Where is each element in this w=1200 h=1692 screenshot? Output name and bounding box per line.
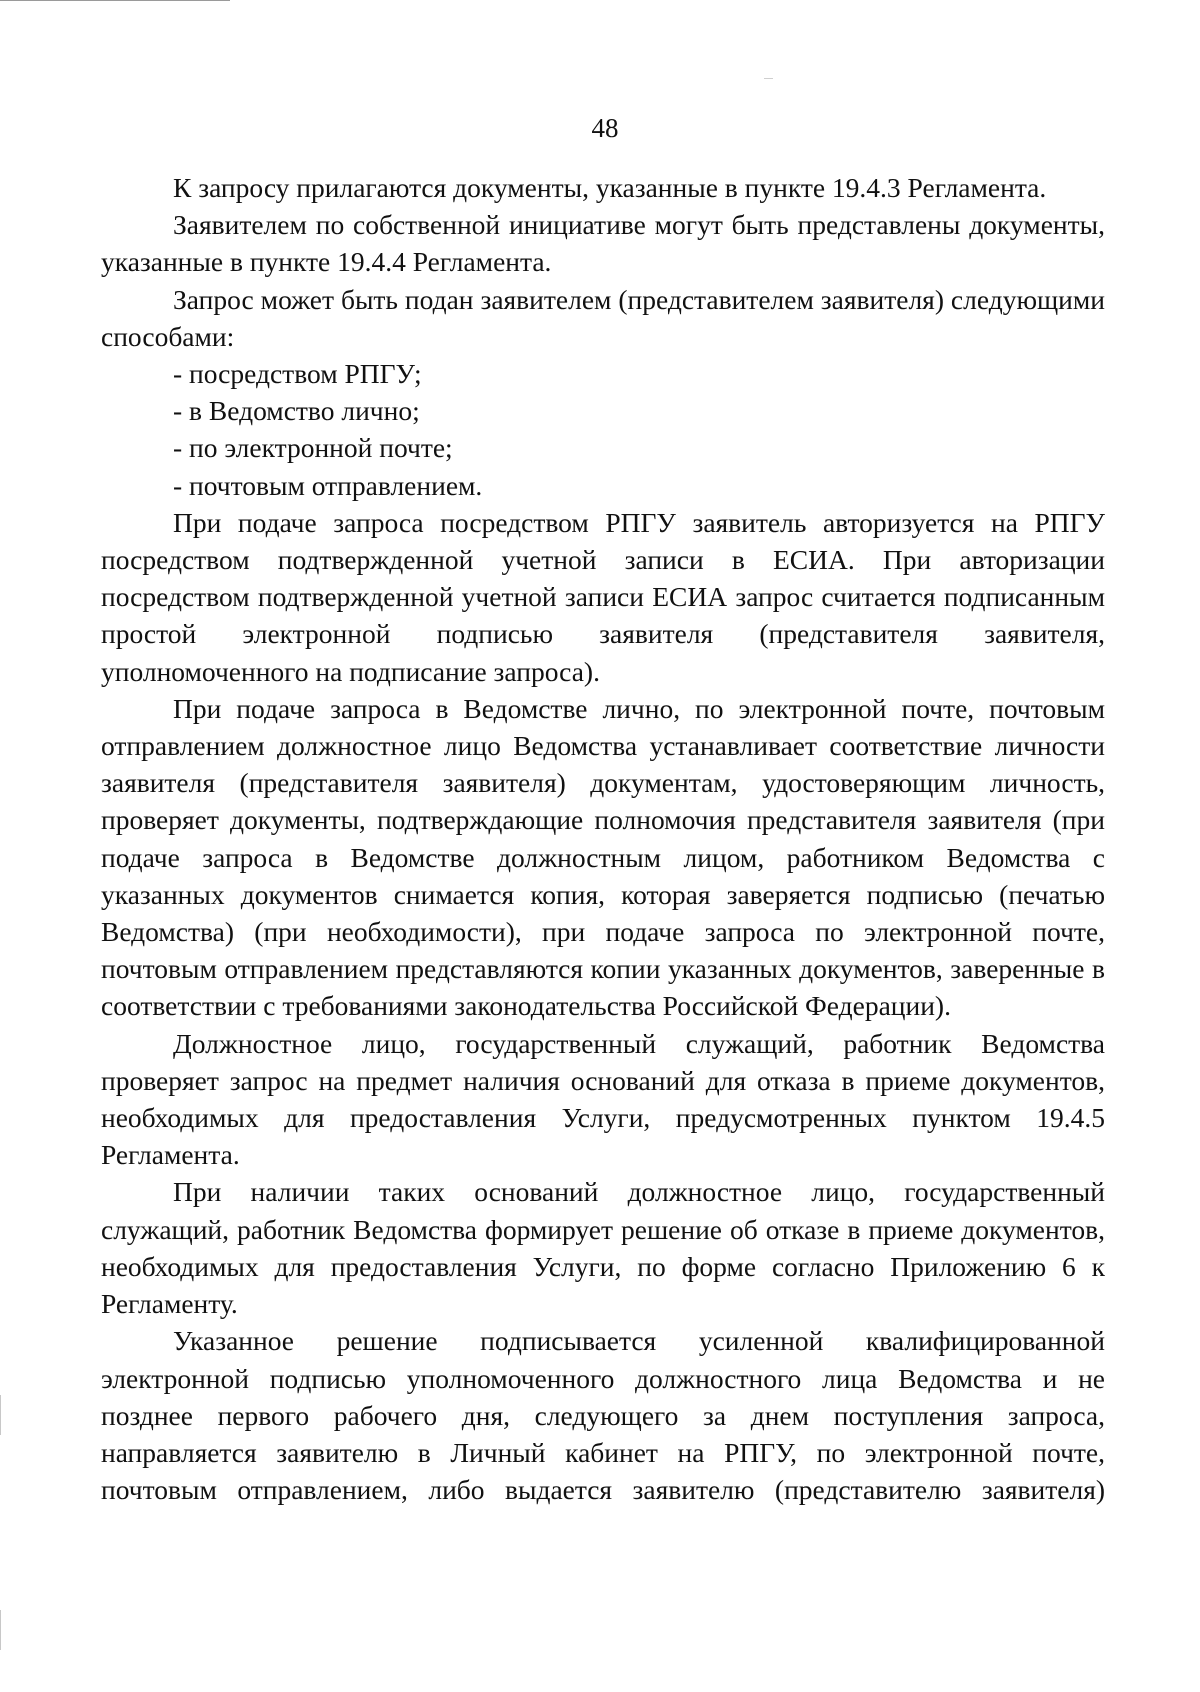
paragraph: Указанное решение подписывается усиленной квалифицированной электронной подписью уполномоченного должностного лица Ведомства и не позднее первого рабочего дня, следующего за днем поступления запроса, направляется заявителю в Личный кабинет на РПГУ, по электронной почте, почтовым отправлением, либо выдается заявителю (представителю заявителя) <box>101 1325 1105 1506</box>
scan-edge-line <box>0 0 230 1</box>
paragraph: Запрос может быть подан заявителем (представителем заявителя) следующими способами: <box>101 283 1105 352</box>
list-item: - в Ведомство лично; <box>173 395 420 427</box>
paragraph: При наличии таких оснований должностное лицо, государственный служащий, работник Ведомства формирует решение об отказе в приеме документов, необходимых для предоставления Услуги, по форме согласно Приложению 6 к Регламенту. <box>101 1176 1105 1320</box>
list-item: - посредством РПГУ; <box>173 358 422 390</box>
scan-speck <box>764 78 773 79</box>
paragraph: К запросу прилагаются документы, указанные в пункте 19.4.3 Регламента. <box>173 172 1047 203</box>
list-item: - по электронной почте; <box>173 432 453 464</box>
paragraph: Заявителем по собственной инициативе могут быть представлены документы, указанные в пункте 19.4.4 Регламента. <box>101 209 1105 278</box>
list-item: - почтовым отправлением. <box>173 469 483 501</box>
paragraph: Должностное лицо, государственный служащий, работник Ведомства проверяет запрос на предмет наличия оснований для отказа в приеме документов, необходимых для предоставления Услуги, предусмотренных пунктом 19.4.5 Регламента. <box>101 1027 1105 1171</box>
paragraph: При подаче запроса в Ведомстве лично, по электронной почте, почтовым отправлением должностное лицо Ведомства устанавливает соответствие личности заявителя (представителя заявителя) документам, удостоверяющим личность, проверяет документы, подтверждающие полномочия представителя заявителя (при подаче запроса в Ведомстве должностным лицом, работником Ведомства с указанных документов снимается копия, которая заверяется подписью (печатью Ведомства) (при необходимости), при подаче запроса по электронной почте, почтовым отправлением представляются копии указанных документов, заверенные в соответствии с требованиями законодательства Российской Федерации). <box>101 692 1105 1022</box>
paragraph: При подаче запроса посредством РПГУ заявитель авторизуется на РПГУ посредством подтвержденной учетной записи в ЕСИА. При авторизации посредством подтвержденной учетной записи ЕСИА запрос считается подписанным простой электронной подписью заявителя (представителя заявителя, уполномоченного на подписание запроса). <box>101 506 1105 687</box>
document-body <box>101 169 1105 1508</box>
scan-edge-mark <box>0 1395 1 1435</box>
scan-edge-mark <box>0 1610 1 1650</box>
page-number: 48 <box>591 113 619 143</box>
